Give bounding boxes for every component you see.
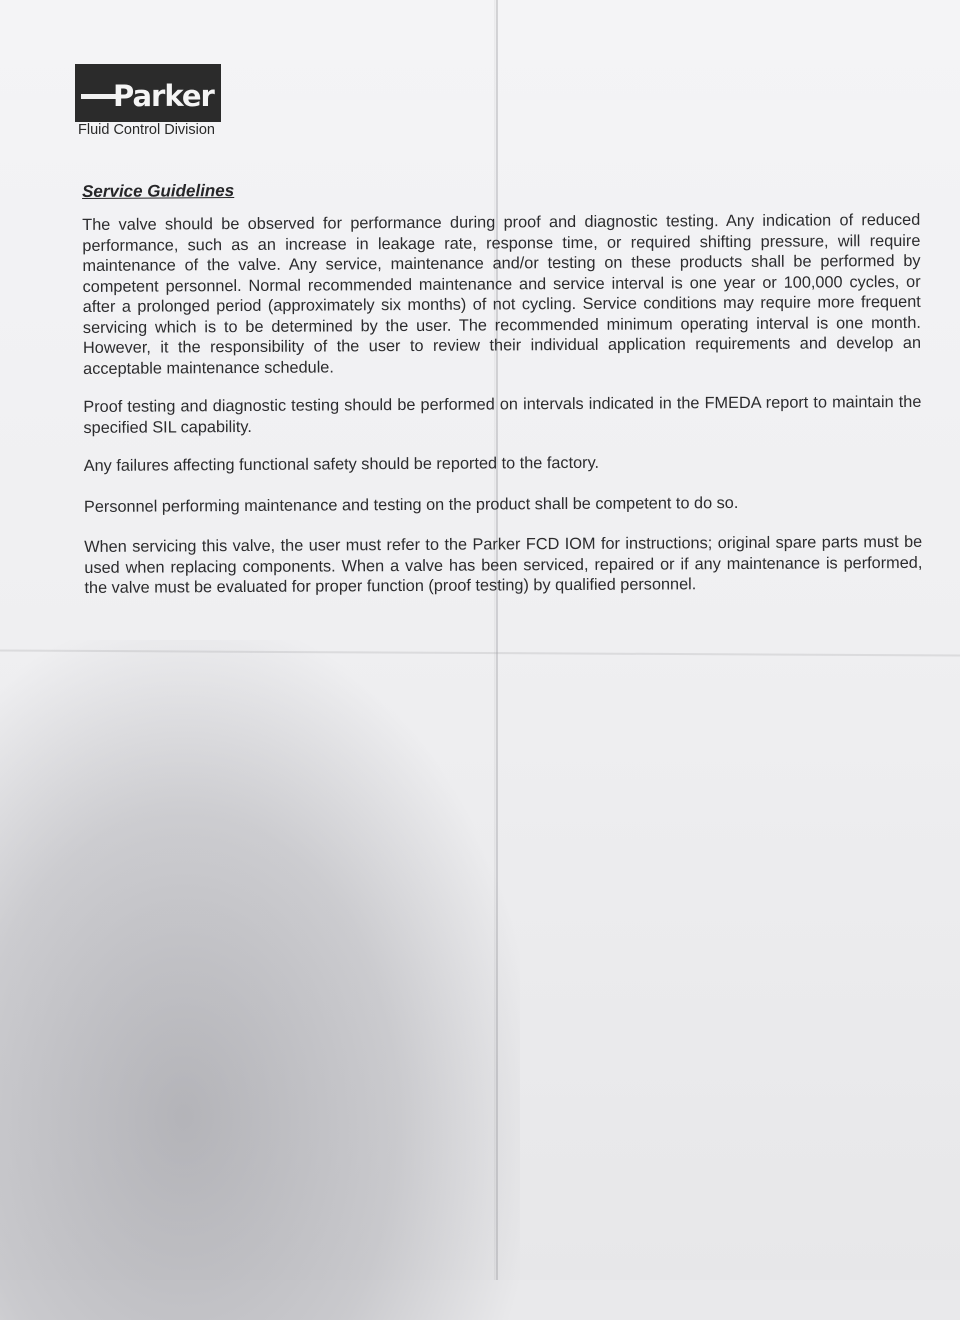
paragraph-proof-testing: Proof testing and diagnostic testing should be performed on intervals indicated in the FMEDA report to maintain the specified SIL capability. [83,392,922,437]
hand-shadow [0,640,520,1320]
logo-brand-text: Parker [113,79,214,113]
division-name: Fluid Control Division [78,122,215,138]
horizontal-fold-line [0,649,960,656]
parker-logo [75,64,221,122]
section-heading: Service Guidelines [81,181,235,201]
paragraph-personnel: Personnel performing maintenance and testing on the product shall be competent to do so. [83,493,739,516]
document-body [78,177,931,617]
paragraph-failures: Any failures affecting functional safety should be reported to the factory. [83,453,600,475]
paragraph-service-interval: The valve should be observed for performance during proof and diagnostic testing. Any indication of reduced performance, such as an increase in leakage rate, response time, or required shifting pressure, will require maintenance of the valve. Any service, maintenance and/or testing on these products shall be performed by competent personnel. Normal recommended maintenance and service interval is one year or 100,000 cycles, or after a prolonged period (approximately six months) of not cycling. Service conditions may require more frequent servicing which is to be determined by the user. The recommended minimum operating interval is one month. However, it the responsibility of the user to review their individual application requirements and develop an acceptable maintenance schedule. [82,210,922,378]
paragraph-servicing: When servicing this valve, the user must refer to the Parker FCD IOM for instructions; original spare parts must be used when replacing components. When a valve has been serviced, repaired or if any maintenance is performed, the valve must be evaluated for proper function (proof testing) by qualified personnel. [84,532,923,597]
